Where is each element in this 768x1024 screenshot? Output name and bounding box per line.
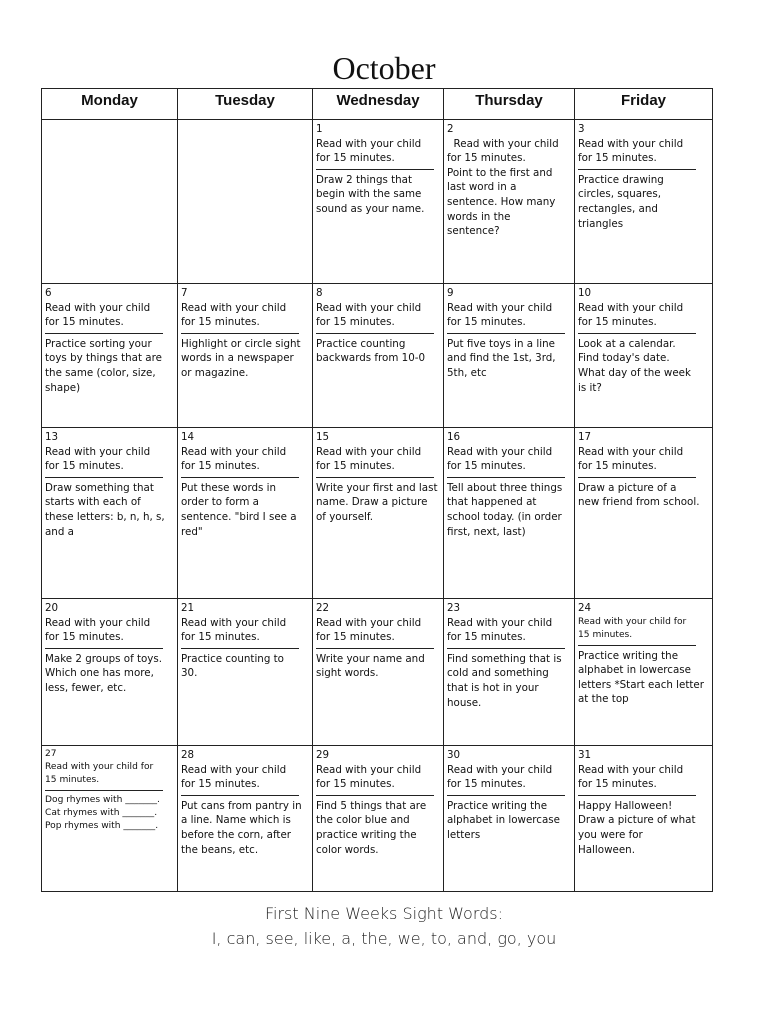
reading-task: Read with your child for 15 minutes. — [316, 301, 422, 329]
reading-task: Read with your child for 15 minutes. — [578, 445, 684, 473]
day-cell-thursday — [444, 284, 575, 428]
day-cell-monday — [42, 599, 178, 746]
day-cell-thursday — [444, 120, 575, 284]
day-number: 21 — [181, 602, 195, 614]
activity-task: Draw 2 things that begin with the same sound as your name. — [316, 173, 425, 215]
week-row — [42, 284, 713, 428]
reading-task: Read with your child for 15 minutes. — [181, 763, 287, 791]
divider-line — [447, 333, 565, 334]
day-number: 20 — [45, 602, 59, 614]
reading-task: Read with your child for 15 minutes. — [316, 616, 422, 644]
divider-line — [578, 333, 696, 334]
week-row — [42, 120, 713, 284]
day-cell-tuesday — [178, 120, 313, 284]
divider-line — [181, 795, 299, 796]
day-cell-friday — [575, 284, 713, 428]
day-content — [178, 746, 312, 857]
divider-line — [316, 169, 434, 170]
divider-line — [578, 169, 696, 170]
day-content — [42, 599, 177, 696]
day-cell-thursday — [444, 746, 575, 892]
reading-task: Read with your child for 15 minutes. — [578, 763, 684, 791]
day-number: 15 — [316, 431, 330, 443]
calendar-grid — [41, 88, 713, 892]
day-cell-friday — [575, 120, 713, 284]
divider-line — [316, 795, 434, 796]
reading-task: Read with your child for 15 minutes. — [578, 301, 684, 329]
day-cell-tuesday — [178, 746, 313, 892]
day-cell-friday — [575, 746, 713, 892]
day-content — [42, 284, 177, 395]
day-number: 3 — [578, 123, 585, 135]
day-cell-monday — [42, 284, 178, 428]
day-content — [444, 599, 574, 710]
day-content — [575, 599, 712, 707]
day-cell-monday — [42, 746, 178, 892]
day-number: 14 — [181, 431, 195, 443]
day-number: 17 — [578, 431, 592, 443]
activity-task: Make 2 groups of toys. Which one has more, less, fewer, etc. — [45, 652, 163, 694]
activity-task: Write your first and last name. Draw a picture of yourself. — [316, 481, 438, 523]
activity-task: Dog rhymes with _______. Cat rhymes with _______. Pop rhymes with _______. — [45, 795, 160, 831]
reading-task: Read with your child for 15 minutes. — [316, 763, 422, 791]
activity-task: Put five toys in a line and find the 1st, 3rd, 5th, etc — [447, 337, 556, 379]
day-cell-friday — [575, 428, 713, 599]
day-content — [575, 120, 712, 231]
reading-task: Read with your child for 15 minutes. — [447, 445, 553, 473]
activity-task: Look at a calendar. Find today's date. What day of the week is it? — [578, 337, 691, 394]
activity-task: Find 5 things that are the color blue and practice writing the color words. — [316, 799, 427, 856]
week-row — [42, 428, 713, 599]
day-cell-thursday — [444, 599, 575, 746]
activity-task: Write your name and sight words. — [316, 652, 425, 680]
divider-line — [447, 795, 565, 796]
reading-task: Read with your child for 15 minutes. — [181, 616, 287, 644]
activity-task: Tell about three things that happened at school today. (in order first, next, last) — [447, 481, 563, 538]
day-cell-wednesday — [313, 428, 444, 599]
day-content — [178, 284, 312, 381]
divider-line — [45, 648, 163, 649]
activity-task: Practice writing the alphabet in lowercase letters *Start each letter at the top — [578, 649, 704, 706]
reading-task: Read with your child for 15 minutes. — [45, 762, 154, 785]
day-content — [313, 120, 443, 217]
day-number: 6 — [45, 287, 52, 299]
activity-task: Point to the first and last word in a sentence. How many words in the sentence? — [447, 166, 556, 238]
activity-task: Happy Halloween! Draw a picture of what you were for Halloween. — [578, 799, 696, 856]
activity-task: Practice sorting your toys by things that are the same (color, size, shape) — [45, 337, 162, 394]
divider-line — [578, 477, 696, 478]
week-row — [42, 599, 713, 746]
reading-task: Read with your child for 15 minutes. — [578, 616, 687, 640]
reading-task: Read with your child for 15 minutes. — [45, 301, 151, 329]
day-header-thursday: Thursday — [444, 89, 575, 120]
day-number: 8 — [316, 287, 323, 299]
activity-task: Practice drawing circles, squares, rectangles, and triangles — [578, 173, 664, 230]
reading-task: Read with your child for 15 minutes. — [181, 301, 287, 329]
day-cell-wednesday — [313, 120, 444, 284]
reading-task: Read with your child for 15 minutes. — [316, 137, 422, 165]
day-header-monday: Monday — [42, 89, 178, 120]
day-number: 31 — [578, 749, 592, 761]
day-content — [313, 746, 443, 857]
divider-line — [316, 477, 434, 478]
day-cell-wednesday — [313, 284, 444, 428]
reading-task: Read with your child for 15 minutes. — [447, 301, 553, 329]
day-content — [42, 428, 177, 539]
day-number: 1 — [316, 123, 323, 135]
day-cell-wednesday — [313, 746, 444, 892]
divider-line — [181, 648, 299, 649]
day-content — [444, 120, 574, 239]
activity-task: Find something that is cold and something that is hot in your house. — [447, 652, 562, 709]
reading-task: Read with your child for 15 minutes. — [447, 616, 553, 644]
day-content — [575, 428, 712, 510]
day-content — [178, 599, 312, 681]
divider-line — [578, 645, 696, 646]
activity-task: Draw something that starts with each of these letters: b, n, h, s, and a — [45, 481, 165, 538]
sight-words-list: I, can, see, like, a, the, we, to, and, go, you — [211, 929, 557, 948]
day-cell-monday — [42, 120, 178, 284]
day-number: 28 — [181, 749, 195, 761]
day-content — [313, 284, 443, 366]
activity-task: Practice counting backwards from 10-0 — [316, 337, 426, 365]
divider-line — [447, 648, 565, 649]
day-number: 13 — [45, 431, 59, 443]
reading-task: Read with your child for 15 minutes. — [181, 445, 287, 473]
week-row — [42, 746, 713, 892]
day-cell-friday — [575, 599, 713, 746]
day-content — [575, 284, 712, 395]
reading-task: Read with your child for 15 minutes. — [578, 137, 684, 165]
day-header-friday: Friday — [575, 89, 713, 120]
day-number: 9 — [447, 287, 454, 299]
divider-line — [181, 477, 299, 478]
day-content — [444, 428, 574, 539]
day-cell-tuesday — [178, 599, 313, 746]
day-number: 10 — [578, 287, 592, 299]
day-number: 29 — [316, 749, 330, 761]
day-number: 27 — [45, 749, 57, 759]
sight-words-heading: First Nine Weeks Sight Words: — [264, 904, 504, 923]
day-content — [178, 428, 312, 539]
day-cell-tuesday — [178, 428, 313, 599]
page-title: October — [332, 50, 436, 86]
divider-line — [316, 648, 434, 649]
reading-task: Read with your child for 15 minutes. — [316, 445, 422, 473]
day-content — [313, 599, 443, 681]
divider-line — [447, 477, 565, 478]
divider-line — [316, 333, 434, 334]
day-content — [42, 746, 177, 833]
day-content — [575, 746, 712, 857]
divider-line — [45, 790, 163, 791]
activity-task: Practice writing the alphabet in lowercase letters — [447, 799, 560, 841]
day-cell-wednesday — [313, 599, 444, 746]
day-number: 30 — [447, 749, 461, 761]
day-number: 16 — [447, 431, 461, 443]
activity-task: Put cans from pantry in a line. Name which is before the corn, after the beans, etc. — [181, 799, 302, 856]
divider-line — [578, 795, 696, 796]
day-number: 24 — [578, 602, 592, 614]
divider-line — [45, 477, 163, 478]
day-number: 22 — [316, 602, 330, 614]
reading-task: Read with your child for 15 minutes. — [45, 616, 151, 644]
day-content — [313, 428, 443, 525]
day-number: 2 — [447, 123, 454, 135]
weekday-header-row — [42, 89, 713, 120]
divider-line — [45, 333, 163, 334]
day-content — [444, 284, 574, 381]
activity-task: Draw a picture of a new friend from school. — [578, 481, 700, 509]
day-number: 7 — [181, 287, 188, 299]
day-header-tuesday: Tuesday — [178, 89, 313, 120]
day-cell-monday — [42, 428, 178, 599]
day-number: 23 — [447, 602, 461, 614]
reading-task: Read with your child for 15 minutes. — [447, 137, 559, 165]
day-content — [444, 746, 574, 843]
activity-task: Highlight or circle sight words in a newspaper or magazine. — [181, 337, 301, 379]
activity-task: Practice counting to 30. — [181, 652, 284, 680]
activity-task: Put these words in order to form a sentence. "bird I see a red" — [181, 481, 297, 538]
day-header-wednesday: Wednesday — [313, 89, 444, 120]
day-cell-tuesday — [178, 284, 313, 428]
reading-task: Read with your child for 15 minutes. — [45, 445, 151, 473]
divider-line — [181, 333, 299, 334]
reading-task: Read with your child for 15 minutes. — [447, 763, 553, 791]
day-cell-thursday — [444, 428, 575, 599]
